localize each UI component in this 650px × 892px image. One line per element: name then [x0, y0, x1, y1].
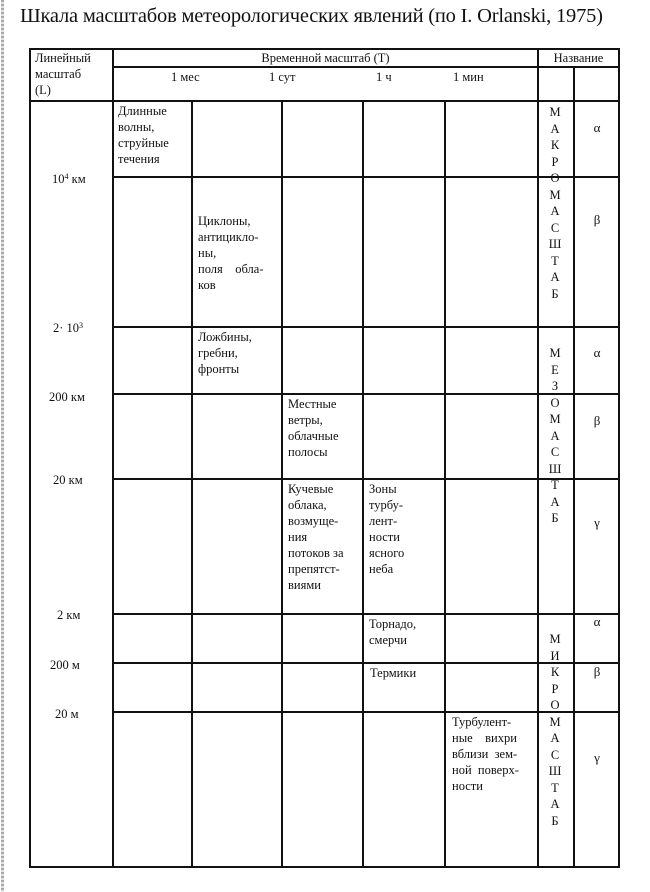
scale-name-letter: К — [550, 665, 560, 679]
col-line — [191, 100, 193, 868]
scale-name-letter: М — [549, 632, 561, 646]
cell-text: возмуще- — [288, 514, 339, 528]
scale-name-letter: О — [550, 171, 560, 185]
scale-label-20m: 20 м — [55, 707, 79, 721]
scale-label-200km: 200 км — [49, 390, 85, 404]
row-line — [112, 478, 620, 480]
cell-text: ные вихри — [452, 731, 517, 745]
col-line — [444, 100, 446, 868]
greek-micro-alpha: α — [593, 614, 601, 629]
time-tick-hour: 1 ч — [376, 70, 392, 84]
scale-label-2x10e3 — [53, 320, 83, 336]
header-linear-3: (L) — [35, 83, 51, 97]
row-line — [112, 326, 620, 328]
cell-thermals — [370, 665, 416, 681]
scale-name-letter: М — [549, 412, 561, 426]
scale-name-letter: Е — [551, 362, 559, 377]
scale-name-letter: А — [550, 428, 560, 443]
scale-label-2km: 2 км — [57, 608, 81, 622]
cell-text: Кучевые — [288, 482, 334, 496]
scale-label-unit: км — [68, 172, 86, 186]
scale-name-micro — [545, 631, 565, 829]
scale-name-macro — [545, 104, 565, 302]
scale-name-letter: А — [550, 270, 560, 284]
scale-name-letter: Р — [551, 154, 559, 169]
col-line — [112, 48, 114, 868]
scale-label-base: 10 — [52, 172, 65, 186]
cell-text: ветры, — [288, 413, 323, 427]
scale-name-letter: Б — [551, 286, 559, 301]
greek-macro-alpha: α — [593, 120, 601, 135]
cell-text: препятст- — [288, 562, 340, 576]
greek-meso-gamma: γ — [594, 515, 600, 530]
scale-name-letter: М — [549, 714, 561, 729]
scale-label-20km: 20 км — [53, 473, 83, 487]
col-line — [573, 66, 575, 868]
row-line — [112, 176, 620, 178]
scale-label-200m: 200 м — [50, 658, 80, 672]
scale-name-letter: О — [550, 698, 560, 712]
cell-text: Термики — [370, 666, 417, 680]
time-tick-day: 1 сут — [269, 70, 296, 84]
cell-text: ния — [288, 530, 308, 544]
cell-troughs — [198, 329, 252, 377]
greek-micro-gamma: γ — [594, 750, 600, 765]
cell-text: вблизи зем- — [452, 747, 518, 761]
greek-meso-beta: β — [593, 413, 601, 428]
table-subheader-line — [112, 66, 620, 68]
greek-macro-beta: β — [593, 212, 601, 227]
scale-name-letter: А — [550, 797, 560, 811]
header-name: Название — [553, 51, 604, 65]
cell-turbulent — [452, 714, 519, 794]
cell-text: виями — [288, 578, 321, 592]
cell-text: ясного — [369, 546, 405, 560]
cell-text: неба — [369, 562, 394, 576]
table-header-bottom — [29, 100, 620, 102]
scale-name-letter: С — [550, 220, 560, 235]
col-line — [537, 48, 539, 868]
cell-text: облака, — [288, 498, 327, 512]
col-line — [281, 100, 283, 868]
cell-text: ной поверх- — [452, 763, 519, 777]
table-border-left — [29, 48, 31, 868]
cell-text: потоков за — [288, 546, 344, 560]
cell-text: лент- — [369, 514, 398, 528]
scale-name-letter: Ш — [548, 461, 562, 476]
cell-text: полосы — [288, 445, 328, 459]
cell-text: струйные — [118, 136, 169, 150]
scale-name-letter: Ш — [548, 764, 562, 778]
cell-text: Циклоны, — [198, 214, 251, 228]
scale-name-letter: Б — [551, 813, 559, 828]
scale-label-base: 2· 10 — [53, 321, 80, 335]
col-line — [362, 100, 364, 868]
scale-name-letter: А — [550, 494, 560, 509]
cell-cumulus — [288, 481, 344, 593]
scale-name-letter: М — [549, 187, 561, 202]
cell-text: Длинные — [118, 104, 167, 118]
cell-cat-zones — [369, 481, 404, 577]
scale-name-letter: С — [550, 747, 560, 762]
cell-text: облачные — [288, 429, 339, 443]
cell-text: антициклo- — [198, 230, 259, 244]
header-time-scale: Временной масштаб (T) — [261, 51, 390, 65]
scale-name-letter: Т — [551, 253, 559, 268]
cell-text: поля обла- — [198, 262, 264, 276]
scale-name-letter: М — [549, 105, 561, 119]
cell-local-winds — [288, 396, 339, 460]
cell-cyclones — [198, 213, 264, 293]
scale-name-letter: М — [549, 346, 561, 360]
cell-text: Местные — [288, 397, 337, 411]
cell-text: ков — [198, 278, 216, 292]
time-tick-minute: 1 мин — [453, 70, 484, 84]
cell-text: фронты — [198, 362, 240, 376]
scale-name-letter: Б — [551, 511, 559, 525]
table-border-bottom — [29, 866, 620, 868]
cell-text: гребни, — [198, 346, 238, 360]
cell-text: Ложбины, — [198, 330, 252, 344]
scale-label-exp: 3 — [79, 321, 84, 330]
scale-label-10e4 — [52, 171, 86, 187]
scale-name-letter: К — [550, 138, 560, 152]
cell-text: ны, — [198, 246, 217, 260]
cell-text: волны, — [118, 120, 155, 134]
scale-name-letter: И — [550, 648, 560, 663]
scale-name-letter: Р — [551, 681, 559, 696]
scale-name-letter: Т — [551, 478, 559, 492]
scale-name-letter: З — [551, 379, 559, 393]
scale-name-letter: Т — [551, 780, 559, 795]
row-line — [112, 711, 620, 713]
cell-text: течения — [118, 152, 160, 166]
cell-text: Торнадо, — [369, 617, 417, 631]
scale-name-letter: А — [550, 204, 560, 218]
page-title: Шкала масштабов метеорологических явлений (по I. Orlanski, 1975) — [20, 5, 603, 27]
greek-meso-alpha: α — [593, 345, 601, 360]
scale-name-letter: О — [550, 395, 560, 410]
cell-tornado — [369, 616, 416, 648]
scale-name-meso — [545, 345, 565, 527]
time-tick-month: 1 мес — [171, 70, 200, 84]
row-line — [112, 613, 620, 615]
row-line — [112, 393, 620, 395]
cell-long-waves — [118, 103, 169, 167]
scale-label-exp: 4 — [64, 172, 69, 181]
header-linear-2: масштаб — [35, 67, 82, 81]
cell-text: ности — [452, 779, 483, 793]
scale-name-letter: Ш — [548, 237, 562, 251]
scale-name-letter: А — [550, 731, 560, 745]
cell-text: Зоны — [369, 482, 397, 496]
cell-text: турбу- — [369, 498, 404, 512]
row-line — [112, 662, 620, 664]
scale-name-letter: С — [550, 445, 560, 459]
cell-text: Турбулент- — [452, 715, 512, 729]
header-linear-1: Линейный — [35, 51, 91, 65]
greek-micro-beta: β — [593, 664, 601, 679]
scale-name-letter: А — [550, 121, 560, 136]
cell-text: ности — [369, 530, 400, 544]
cell-text: смерчи — [369, 633, 407, 647]
table-border-right — [618, 48, 620, 868]
